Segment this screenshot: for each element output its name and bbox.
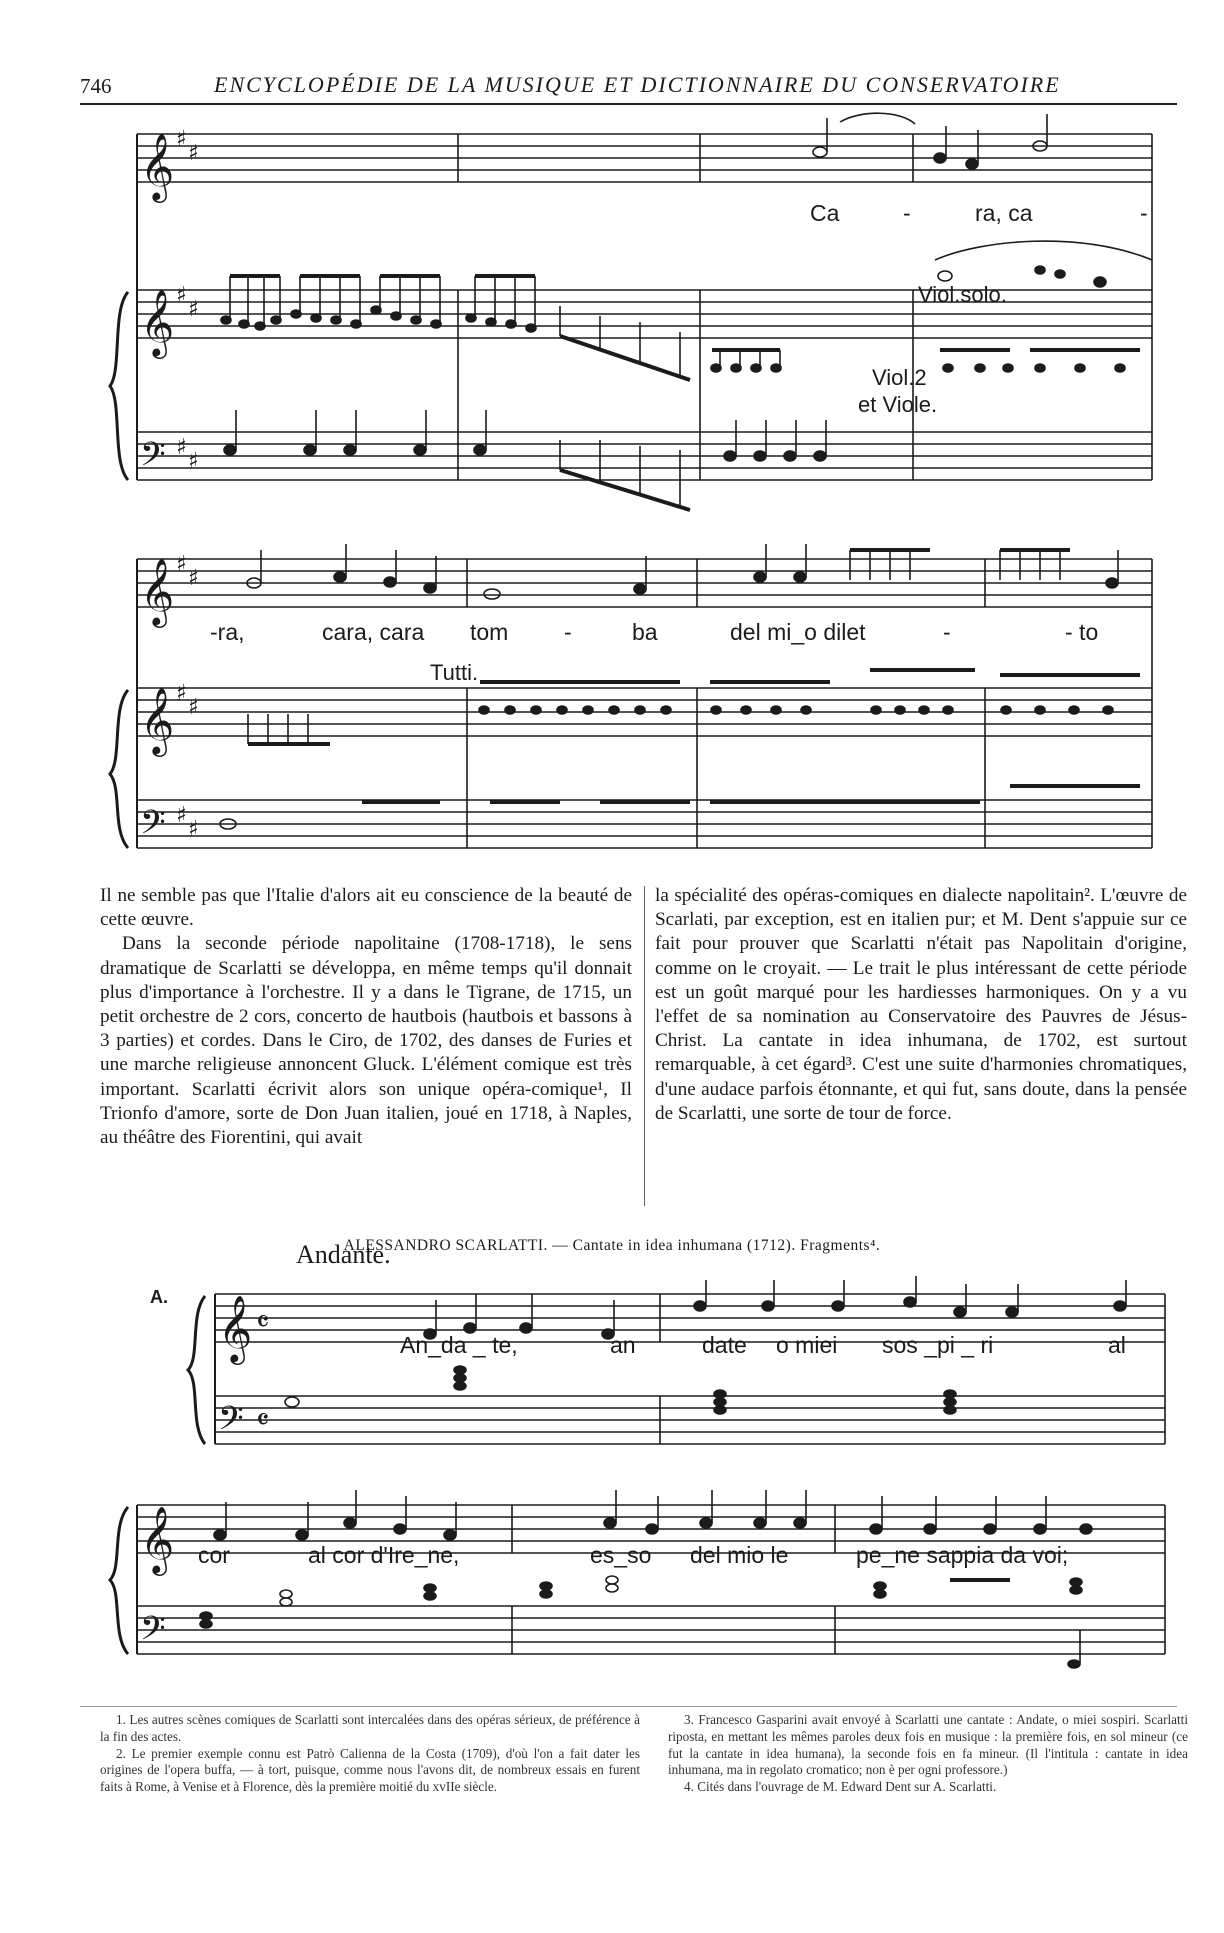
paragraph: Il ne semble pas que l'Italie d'alors ait eu conscience de la beauté de cette œuvre.: [100, 885, 632, 931]
score-example-a: [0, 1270, 1224, 1670]
svg-text:♯: ♯: [188, 141, 199, 166]
lyric: -: [564, 619, 572, 645]
svg-text:♯: ♯: [188, 297, 199, 322]
et-viole-label: et Viole.: [858, 392, 938, 417]
bass-staff-1: [137, 432, 1152, 480]
lyric: pe_ne sappia da voi;: [856, 1542, 1069, 1568]
svg-text:𝄞: 𝄞: [140, 557, 175, 625]
lyric: o miei: [776, 1332, 838, 1358]
lyric: -: [903, 200, 911, 226]
bass-staff-4: [137, 1606, 1165, 1654]
viol2-label: Viol.2: [872, 365, 927, 390]
lyric: ba: [632, 619, 658, 645]
svg-text:♯: ♯: [188, 817, 199, 842]
lyric: Ca: [810, 200, 840, 226]
column-divider: [644, 886, 645, 1206]
lyric: al: [1108, 1332, 1126, 1358]
lyric: -: [1140, 200, 1148, 226]
footnotes-right: [668, 1712, 1188, 1796]
footnote: 3. Francesco Gasparini avait envoyé à Scarlatti une cantate : Andate, o miei sospiri. Scarlatti riposta, en mettant les mêmes paroles deux fois en musique : la première fois, en sol mineur (ce fut la cantate in idea humana), la seconde fois en fa mineur. (Il l'intitula : cantate in idea inhumana, ma in regolato cromatico; non è per ogni professore.): [668, 1712, 1188, 1778]
svg-text:𝄴: 𝄴: [256, 1403, 270, 1438]
paragraph: la spécialité des opéras-comiques en dialecte napolitain². L'œuvre de Scarlati, par exception, est en italien pur; et M. Dent s'appuie sur ce fait pour prouver que Scarlatti n'était pas Napolitain d'origine, comme on le croyait. — Le trait le plus intéressant de cette période est un goût marqué pour les hardiesses harmoniques. On y a vu l'effet de sa nomination au Conservatoire des Pauvres de Jésus-Christ. La cantate in idea inhumana, de 1702, est surtout remarquable, à cet égard³. C'est une suite d'harmonies chromatiques, d'une audace parfois étonnante, et qui fut, sans doute, dans la pensée de Scarlatti, une sorte de tour de force.: [655, 885, 1187, 1124]
text-column-left: [100, 884, 632, 1150]
svg-text:𝄢: 𝄢: [140, 804, 166, 850]
lyric: es_so: [590, 1542, 652, 1568]
treble-clef: 𝄞: [140, 132, 175, 200]
lyric: del mio le: [690, 1542, 789, 1568]
svg-text:𝄞: 𝄞: [140, 1505, 175, 1573]
lyric: tom: [470, 619, 509, 645]
example-label: A.: [150, 1287, 168, 1307]
svg-text:𝄞: 𝄞: [218, 1294, 253, 1362]
svg-text:♯: ♯: [176, 552, 187, 577]
lyric: an: [610, 1332, 636, 1358]
running-title: ENCYCLOPÉDIE DE LA MUSIQUE ET DICTIONNAIRE DU CONSERVATOIRE: [214, 72, 1061, 97]
svg-text:♯: ♯: [188, 566, 199, 591]
voice-staff-1: [137, 134, 1152, 182]
text-column-right: [655, 884, 1187, 1126]
bass-staff-3: [215, 1396, 1165, 1444]
tempo-marking: Andante.: [296, 1240, 391, 1269]
lyric: al cor d'Ire_ne,: [308, 1542, 460, 1568]
footnote: 1. Les autres scènes comiques de Scarlatti sont intercalées dans des opéras sérieux, de préférence à la fin des actes.: [100, 1712, 640, 1744]
treble-clef: 𝄞: [140, 288, 175, 356]
lyric: date: [702, 1332, 747, 1358]
viol-solo-label: Viol.solo.: [918, 282, 1007, 307]
footnote-rule: [80, 1706, 1177, 1707]
lyric: -: [943, 619, 951, 645]
svg-text:𝄴: 𝄴: [256, 1305, 270, 1340]
footnote: 2. Le premier exemple connu est Patrò Calienna de la Costa (1709), d'où l'on a fait dater les origines de l'opera buffa, — à tort, puisque, comme nous l'avons dit, de nombreux essais en furent faits à Rome, à Venise et à Florence, dès la première moitié du xvIIe siècle.: [100, 1745, 640, 1795]
voice-staff-3: [215, 1294, 1165, 1342]
bass-clef: 𝄢: [140, 436, 166, 482]
tutti-label: Tutti.: [430, 660, 479, 685]
lyric: ra, ca: [975, 200, 1033, 226]
svg-text:♯: ♯: [176, 283, 187, 308]
header-rule: [80, 103, 1177, 105]
footnote: 4. Cités dans l'ouvrage de M. Edward Dent sur A. Scarlatti.: [684, 1779, 997, 1795]
paragraph: Dans la seconde période napolitaine (1708-1718), le sens dramatique de Scarlatti se développa, en même temps qu'il donnait plus d'importance à l'orchestre. Il y a dans le Tigrane, de 1715, un petit orchestre de 2 cors, concerto de hautbois (hautbois et bassons à 3 parties) et cordes. Dans le Ciro, de 1702, des danses de Furies et une marche religieuse annoncent Gluck. L'élément comique est très important. Scarlatti écrivit alors son unique opéra-comique¹, Il Trionfo d'amore, sorte de Don Juan italien, joué en 1718, à Naples, au théâtre des Fiorentini, qui avait: [100, 933, 632, 1149]
svg-text:♯: ♯: [188, 449, 199, 474]
lyric: -ra,: [210, 619, 245, 645]
lyric: An_da _ te,: [400, 1332, 518, 1358]
svg-text:♯: ♯: [188, 695, 199, 720]
svg-text:♯: ♯: [176, 681, 187, 706]
svg-text:𝄞: 𝄞: [140, 686, 175, 754]
lyric: cara, cara: [322, 619, 425, 645]
lyric: del mi_o dilet: [730, 619, 866, 645]
lyric: - to: [1065, 619, 1099, 645]
svg-text:♯: ♯: [176, 435, 187, 460]
footnotes-left: [100, 1712, 640, 1796]
example-caption: ALESSANDRO SCARLATTI. — Cantate in idea inhumana (1712). Fragments⁴.: [343, 1237, 881, 1254]
page-number: 746: [80, 74, 112, 98]
svg-text:𝄢: 𝄢: [218, 1400, 244, 1446]
lyric: sos _pi _ ri: [882, 1332, 994, 1358]
bass-staff-2: [137, 800, 1152, 848]
svg-text:♯: ♯: [176, 803, 187, 828]
svg-text:𝄢: 𝄢: [140, 1610, 166, 1656]
score-system-1: [0, 110, 1224, 860]
svg-text:♯: ♯: [176, 127, 187, 152]
lyric: cor: [198, 1542, 230, 1568]
